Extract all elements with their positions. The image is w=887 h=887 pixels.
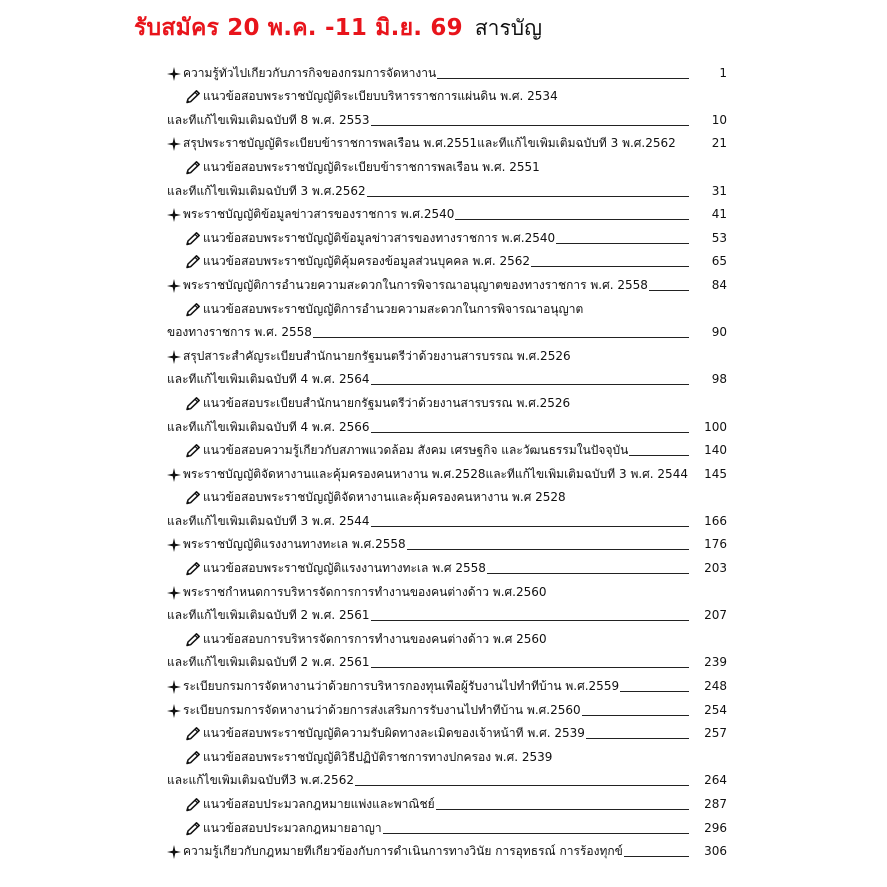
toc-entry (167, 788, 727, 812)
toc-page-number: 21 (711, 136, 727, 151)
toc-entry (167, 222, 727, 246)
toc-leader-line (624, 856, 689, 857)
star-icon (167, 538, 181, 552)
toc-entry (167, 505, 727, 529)
toc-entry (167, 81, 727, 105)
toc-leader-line (649, 290, 689, 291)
toc-entry-title: และที่แก้ไขเพิ่มเติมฉบับที่ 2 พ.ศ. 2561 (167, 608, 370, 623)
toc-page-number: 1 (719, 65, 727, 80)
star-icon (167, 845, 181, 859)
promo-banner: รับสมัคร 20 พ.ค. -11 มิ.ย. 69 (134, 15, 463, 41)
toc-entry (167, 411, 727, 435)
toc-leader-line (313, 337, 689, 338)
toc-page-number: 264 (704, 773, 727, 788)
toc-entry (167, 812, 727, 836)
star-icon (167, 586, 181, 600)
toc-page-number: 53 (711, 230, 727, 245)
toc-leader-line (487, 573, 689, 574)
toc-page-number: 31 (711, 183, 727, 198)
toc-page-number: 176 (704, 537, 727, 552)
star-icon (167, 137, 181, 151)
toc-entry-title: และแก้ไขเพิ่มเติมฉบับที่3 พ.ศ.2562 (167, 773, 354, 788)
pencil-icon (185, 491, 201, 505)
toc-entry-title: ของทางราชการ พ.ศ. 2558 (167, 325, 312, 340)
pencil-icon (185, 562, 201, 576)
toc-entry (167, 269, 727, 293)
pencil-icon (185, 727, 201, 741)
toc-page-number: 257 (704, 726, 727, 741)
toc-entry (167, 576, 727, 600)
toc-page-number: 296 (704, 820, 727, 835)
pencil-icon (185, 161, 201, 175)
toc-leader-line (455, 219, 689, 220)
toc-entry (167, 670, 727, 694)
toc-entry (167, 293, 727, 317)
toc-leader-line (582, 715, 689, 716)
star-icon (167, 468, 181, 482)
toc-entry (167, 647, 727, 671)
toc-leader-line (586, 738, 689, 739)
toc-leader-line (371, 526, 690, 527)
toc-entry-title: แนวข้อสอบพระราชบัญญัติระเบียบข้าราชการพลเรือน พ.ศ. 2551 (203, 159, 540, 174)
star-icon (167, 67, 181, 81)
toc-page-number: 239 (704, 655, 727, 670)
toc-leader-line (407, 549, 689, 550)
toc-entry-title: ความรู้ทั่วไปเกี่ยวกับภารกิจของกรมการจัดหางาน (183, 65, 437, 80)
toc-entry (167, 128, 727, 152)
toc-entry (167, 246, 727, 270)
toc-entry-title: แนวข้อสอบพระราชบัญญัติความรับผิดทางละเมิดของเจ้าหน้าที่ พ.ศ. 2539 (203, 726, 585, 741)
toc-entry (167, 765, 727, 789)
toc-entry (167, 151, 727, 175)
toc-leader-line (371, 620, 690, 621)
toc-entry-title: และที่แก้ไขเพิ่มเติมฉบับที่ 3 พ.ศ.2562 (167, 183, 366, 198)
toc-entry (167, 175, 727, 199)
toc-entry-title: พระราชบัญญัติแรงงานทางทะเล พ.ศ.2558 (183, 537, 406, 552)
toc-entry-title: พระราชบัญญัติจัดหางานและคุ้มครองคนหางาน พ.ศ.2528และที่แก้ไขเพิ่มเติมฉบับที่ 3 พ.ศ. 2544 (183, 466, 688, 481)
toc-entry-title: และที่แก้ไขเพิ่มเติมฉบับที่ 4 พ.ศ. 2566 (167, 419, 370, 434)
pencil-icon (185, 822, 201, 836)
toc-entry-title: ความรู้เกี่ยวกับกฎหมายที่เกี่ยวข้องกับการดำเนินการทางวินัย การอุทธรณ์ การร้องทุกข์ (183, 844, 623, 859)
toc-entry-title: แนวข้อสอบพระราชบัญญัติข้อมูลข่าวสารของทางราชการ พ.ศ.2540 (203, 230, 556, 245)
star-icon (167, 208, 181, 222)
star-icon (167, 680, 181, 694)
toc-page-number: 98 (711, 372, 727, 387)
toc-entry (167, 600, 727, 624)
toc-page-number: 145 (704, 466, 727, 481)
toc-leader-line (367, 196, 689, 197)
toc-entry-title: แนวข้อสอบประมวลกฎหมายอาญา (203, 820, 382, 835)
toc-entry (167, 529, 727, 553)
star-icon (167, 704, 181, 718)
toc-entry (167, 435, 727, 459)
toc-leader-line (531, 266, 689, 267)
pencil-icon (185, 444, 201, 458)
toc-entry (167, 836, 727, 860)
toc-entry (167, 364, 727, 388)
toc-entry-title: แนวข้อสอบระเบียบสำนักนายกรัฐมนตรีว่าด้วยงานสารบรรณ พ.ศ.2526 (203, 395, 571, 410)
toc-entry (167, 387, 727, 411)
toc-entry-title: ระเบียบกรมการจัดหางานว่าด้วยการบริหารกองทุนเพื่อผู้รับงานไปทำที่บ้าน พ.ศ.2559 (183, 679, 620, 694)
toc-entry-title: และที่แก้ไขเพิ่มเติมฉบับที่ 8 พ.ศ. 2553 (167, 112, 370, 127)
toc-page-number: 207 (704, 608, 727, 623)
toc-page-number: 10 (711, 112, 727, 127)
toc-entry (167, 694, 727, 718)
pencil-icon (185, 255, 201, 269)
toc-entry-title: แนวข้อสอบพระราชบัญญัติการอำนวยความสะดวกในการพิจารณาอนุญาต (203, 301, 584, 316)
toc-page-number: 248 (704, 679, 727, 694)
toc-page-number: 41 (711, 207, 727, 222)
header (134, 10, 887, 50)
star-icon (167, 350, 181, 364)
toc-page-number: 287 (704, 797, 727, 811)
toc-page-number: 65 (711, 254, 727, 269)
toc-leader-line (355, 785, 689, 786)
toc-entry-title: สรุปสาระสำคัญระเบียบสำนักนายกรัฐมนตรีว่าด้วยงานสารบรรณ พ.ศ.2526 (183, 348, 571, 363)
pencil-icon (185, 751, 201, 765)
toc-entry-title: ระเบียบกรมการจัดหางานว่าด้วยการส่งเสริมการรับงานไปทำที่บ้าน พ.ศ.2560 (183, 702, 581, 717)
toc-page-number: 306 (704, 844, 727, 859)
toc-entry-title: แนวข้อสอบพระราชบัญญัติวิธีปฏิบัติราชการทางปกครอง พ.ศ. 2539 (203, 749, 553, 764)
pencil-icon (185, 397, 201, 411)
pencil-icon (185, 633, 201, 647)
toc-entry (167, 741, 727, 765)
toc-entry (167, 458, 727, 482)
toc-leader-line (371, 125, 690, 126)
toc-leader-line (436, 809, 689, 810)
toc-entry-title: แนวข้อสอบพระราชบัญญัติคุ้มครองข้อมูลส่วนบุคคล พ.ศ. 2562 (203, 254, 530, 269)
table-of-contents (167, 57, 727, 859)
toc-entry (167, 718, 727, 742)
toc-page-number: 166 (704, 513, 727, 528)
toc-entry (167, 552, 727, 576)
toc-entry (167, 104, 727, 128)
page-title: สารบัญ (474, 16, 542, 40)
toc-entry-title: แนวข้อสอบพระราชบัญญัติแรงงานทางทะเล พ.ศ 2558 (203, 561, 486, 576)
toc-page-number: 90 (711, 325, 727, 340)
toc-entry-title: พระราชกำหนดการบริหารจัดการการทำงานของคนต่างด้าว พ.ศ.2560 (183, 584, 547, 599)
pencil-icon (185, 303, 201, 317)
toc-entry-title: พระราชบัญญัติการอำนวยความสะดวกในการพิจารณาอนุญาตของทางราชการ พ.ศ. 2558 (183, 277, 648, 292)
toc-entry (167, 623, 727, 647)
toc-leader-line (371, 667, 690, 668)
toc-entry (167, 482, 727, 506)
toc-entry-title: สรุปพระราชบัญญัติระเบียบข้าราชการพลเรือน พ.ศ.2551และที่แก้ไขเพิ่มเติมฉบับที่ 3 พ.ศ.2562 (183, 136, 676, 151)
toc-entry-title: แนวข้อสอบความรู้เกี่ยวกับสภาพแวดล้อม สังคม เศรษฐกิจ และวัฒนธรรมในปัจจุบัน (203, 443, 629, 458)
toc-leader-line (371, 432, 690, 433)
toc-leader-line (383, 833, 689, 834)
toc-leader-line (629, 455, 689, 456)
toc-page-number: 203 (704, 561, 727, 576)
toc-entry (167, 199, 727, 223)
toc-leader-line (556, 243, 689, 244)
toc-entry-title: แนวข้อสอบพระราชบัญญัติจัดหางานและคุ้มครองคนหางาน พ.ศ 2528 (203, 490, 566, 505)
toc-leader-line (371, 384, 690, 385)
toc-leader-line (437, 78, 689, 79)
toc-page-number: 140 (704, 443, 727, 458)
pencil-icon (185, 90, 201, 104)
toc-entry-title: และที่แก้ไขเพิ่มเติมฉบับที่ 3 พ.ศ. 2544 (167, 513, 370, 528)
toc-entry-title: พระราชบัญญัติข้อมูลข่าวสารของราชการ พ.ศ.2540 (183, 207, 455, 222)
toc-entry (167, 317, 727, 341)
toc-entry-title: แนวข้อสอบการบริหารจัดการการทำงานของคนต่างด้าว พ.ศ 2560 (203, 631, 547, 646)
toc-page-number: 84 (711, 277, 727, 292)
pencil-icon (185, 232, 201, 246)
toc-leader-line (620, 691, 689, 692)
toc-entry-title: และที่แก้ไขเพิ่มเติมฉบับที่ 2 พ.ศ. 2561 (167, 655, 370, 670)
toc-entry (167, 57, 727, 81)
toc-entry-title: และที่แก้ไขเพิ่มเติมฉบับที่ 4 พ.ศ. 2564 (167, 372, 370, 387)
star-icon (167, 279, 181, 293)
toc-page-number: 100 (704, 419, 727, 434)
pencil-icon (185, 798, 201, 812)
toc-page-number: 254 (704, 702, 727, 717)
toc-entry (167, 340, 727, 364)
toc-entry-title: แนวข้อสอบประมวลกฎหมายแพ่งและพาณิชย์ (203, 797, 435, 811)
toc-entry-title: แนวข้อสอบพระราชบัญญัติระเบียบบริหารราชการแผ่นดิน พ.ศ. 2534 (203, 89, 558, 104)
